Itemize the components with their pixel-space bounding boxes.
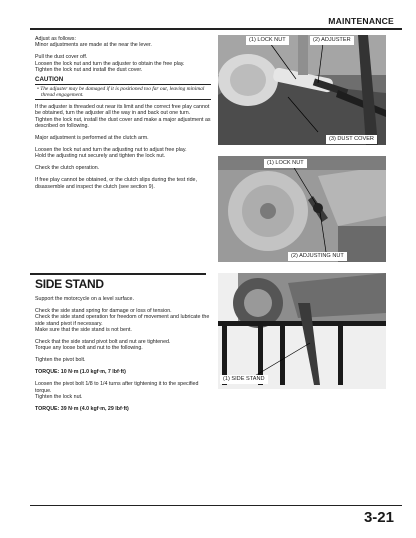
clutch-paragraph: Tighten the lock nut, install the dust cover and make a major adjustment as described on following. bbox=[35, 116, 211, 130]
clutch-arm-photo bbox=[218, 156, 386, 262]
clutch-arm-illustration bbox=[218, 156, 386, 262]
caution-text: • The adjuster may be damaged if it is positioned too far out, leaving minimal thread engagement. bbox=[37, 85, 205, 98]
side-stand-paragraph: Check that the side stand pivot bolt and nut are tightened. bbox=[35, 339, 171, 346]
clutch-lever-illustration bbox=[218, 35, 386, 145]
torque-spec: TORQUE: 39 N·m (4.0 kgf·m, 29 lbf·ft) bbox=[35, 405, 129, 412]
callout-adjuster: (2) ADJUSTER bbox=[310, 36, 354, 45]
footer-rule bbox=[30, 505, 402, 506]
side-stand-paragraph: Make sure that the side stand is not bent. bbox=[35, 327, 132, 334]
caution-rule bbox=[35, 99, 211, 100]
section-header: MAINTENANCE bbox=[328, 16, 394, 26]
clutch-paragraph: Minor adjustments are made at the near the lever. bbox=[35, 42, 152, 49]
callout-lock-nut: (1) LOCK NUT bbox=[246, 36, 289, 45]
side-stand-paragraph: Support the motorcycle on a level surface. bbox=[35, 296, 134, 302]
clutch-paragraph: Hold the adjusting nut securely and tighten the lock nut. bbox=[35, 153, 166, 160]
clutch-paragraph: Loosen the lock nut and turn the adjuster to obtain the free play. bbox=[35, 60, 185, 67]
page-number: 3-21 bbox=[363, 509, 394, 526]
clutch-paragraph: Major adjustment is performed at the clutch arm. bbox=[35, 135, 149, 142]
caution-rule bbox=[35, 84, 211, 85]
side-stand-photo bbox=[218, 273, 386, 389]
caution-heading: CAUTION bbox=[35, 75, 64, 83]
callout-lock-nut: (1) LOCK NUT bbox=[264, 159, 307, 168]
clutch-paragraph: Check the clutch operation. bbox=[35, 165, 100, 172]
header-rule bbox=[30, 28, 402, 30]
callout-side-stand: (1) SIDE STAND bbox=[220, 375, 268, 384]
clutch-paragraph: If free play cannot be obtained, or the clutch slips during the test ride, disassemble and inspect the clutch (see section 9). bbox=[35, 177, 197, 190]
side-stand-title: SIDE STAND bbox=[35, 277, 104, 291]
section-rule bbox=[30, 273, 206, 275]
side-stand-text-column bbox=[35, 296, 211, 412]
clutch-text-column bbox=[35, 36, 211, 190]
side-stand-paragraph: Loosen the pivot bolt 1/8 to 1/4 turns after tightening it to the specified torque. bbox=[35, 381, 199, 394]
clutch-paragraph: If the adjuster is threaded out near its limit and the correct free play cannot be obtained, turn the adjuster all the way in and back out one turn. bbox=[35, 103, 210, 117]
side-stand-paragraph: Check the side stand operation for freedom of movement and lubricate the side stand pivot if necessary. bbox=[35, 314, 210, 327]
clutch-lever-photo bbox=[218, 35, 386, 145]
side-stand-paragraph: Check the side stand spring for damage or loss of tension. bbox=[35, 307, 172, 314]
callout-dust-cover: (3) DUST COVER bbox=[326, 135, 377, 144]
callout-adjusting-nut: (2) ADJUSTING NUT bbox=[288, 252, 347, 261]
clutch-paragraph: Adjust as follows: bbox=[35, 36, 76, 42]
side-stand-paragraph: Tighten the pivot bolt. bbox=[35, 357, 86, 364]
side-stand-paragraph: Torque any loose bolt and nut to the following. bbox=[35, 345, 143, 352]
clutch-paragraph: Tighten the lock nut and install the dust cover. bbox=[35, 67, 143, 74]
torque-spec: TORQUE: 10 N·m (1.0 kgf·m, 7 lbf·ft) bbox=[35, 369, 126, 376]
clutch-paragraph: Loosen the lock nut and turn the adjusting nut to adjust free play. bbox=[35, 146, 187, 153]
clutch-paragraph: Pull the dust cover off. bbox=[35, 54, 88, 61]
side-stand-paragraph: Tighten the lock nut. bbox=[35, 393, 83, 400]
side-stand-illustration bbox=[218, 273, 386, 389]
